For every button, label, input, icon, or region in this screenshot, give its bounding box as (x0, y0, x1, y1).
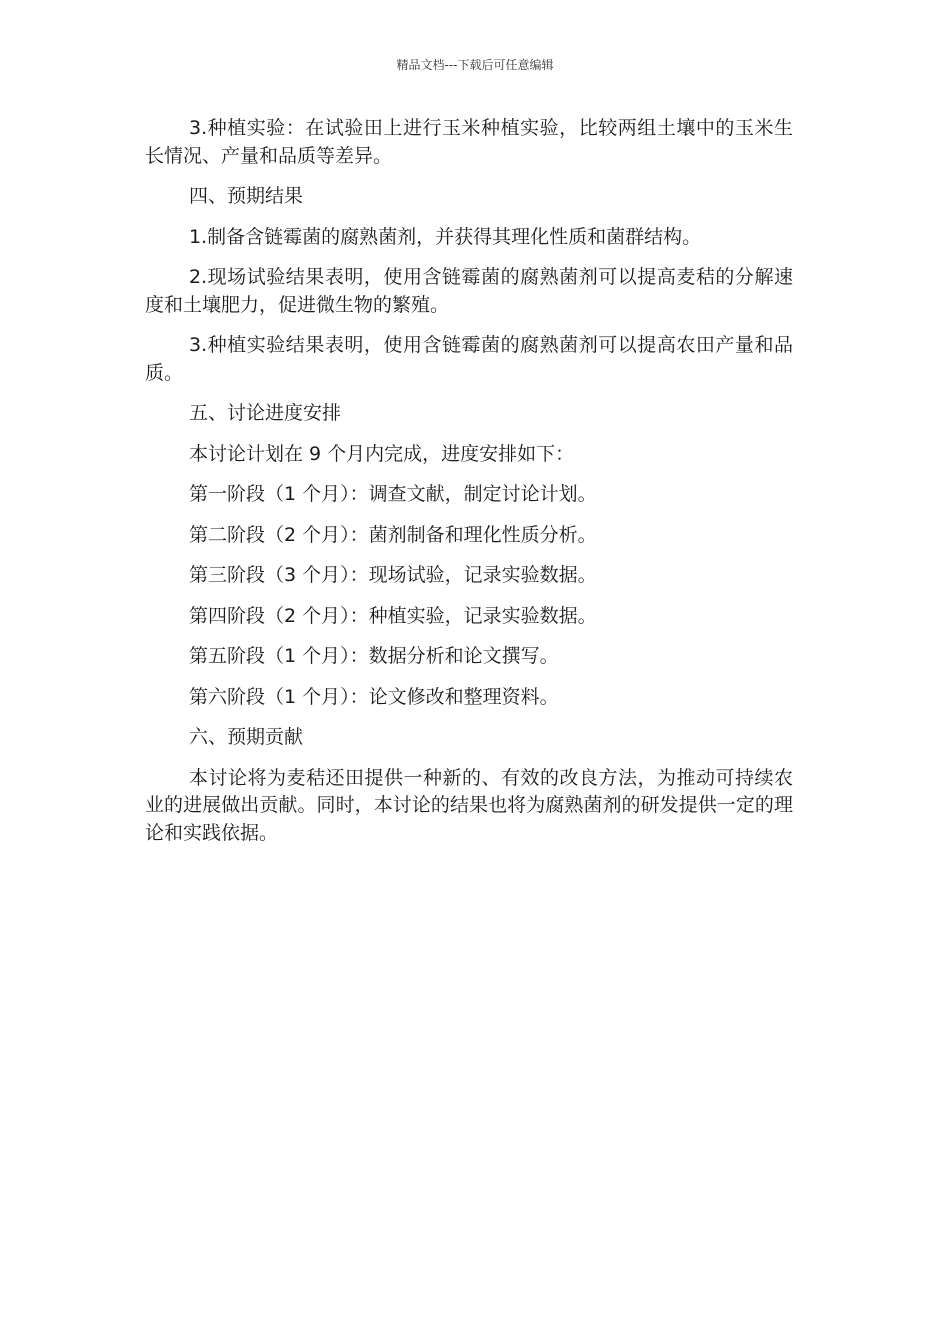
section-heading-contribution: 六、预期贡献 (189, 726, 304, 748)
paragraph-contribution: 本讨论将为麦秸还田提供一种新的、有效的改良方法，为推动可持续农业的进展做出贡献。同时，本讨论的结果也将为腐熟菌剂的研发提供一定的理论和实践依据。 (145, 766, 793, 844)
section-heading-expected-results: 四、预期结果 (189, 185, 304, 207)
paragraph-result-2: 2.现场试验结果表明，使用含链霉菌的腐熟菌剂可以提高麦秸的分解速度和土壤肥力，促进微生物的繁殖。 (145, 266, 793, 316)
schedule-item-stage-2: 第二阶段（2 个月）：菌剂制备和理化性质分析。 (189, 523, 597, 546)
schedule-item-stage-4: 第四阶段（2 个月）：种植实验，记录实验数据。 (189, 604, 597, 627)
paragraph-planting-experiment: 3.种植实验：在试验田上进行玉米种植实验，比较两组土壤中的玉米生长情况、产量和品质等差异。 (145, 117, 793, 167)
paragraph-schedule-intro: 本讨论计划在 9 个月内完成，进度安排如下： (189, 442, 575, 465)
document-body (145, 115, 793, 847)
section-heading-schedule: 五、讨论进度安排 (189, 402, 342, 424)
schedule-item-stage-6: 第六阶段（1 个月）：论文修改和整理资料。 (189, 685, 559, 708)
schedule-item-stage-5: 第五阶段（1 个月）：数据分析和论文撰写。 (189, 645, 559, 667)
schedule-item-stage-3: 第三阶段（3 个月）：现场试验，记录实验数据。 (189, 564, 597, 586)
paragraph-result-3: 3.种植实验结果表明，使用含链霉菌的腐熟菌剂可以提高农田产量和品质。 (145, 334, 793, 384)
page-header: 精品文档---下载后可任意编辑 (396, 58, 554, 72)
schedule-item-stage-1: 第一阶段（1 个月）：调查文献，制定讨论计划。 (189, 483, 597, 505)
paragraph-result-1: 1.制备含链霉菌的腐熟菌剂，并获得其理化性质和菌群结构。 (189, 225, 702, 248)
